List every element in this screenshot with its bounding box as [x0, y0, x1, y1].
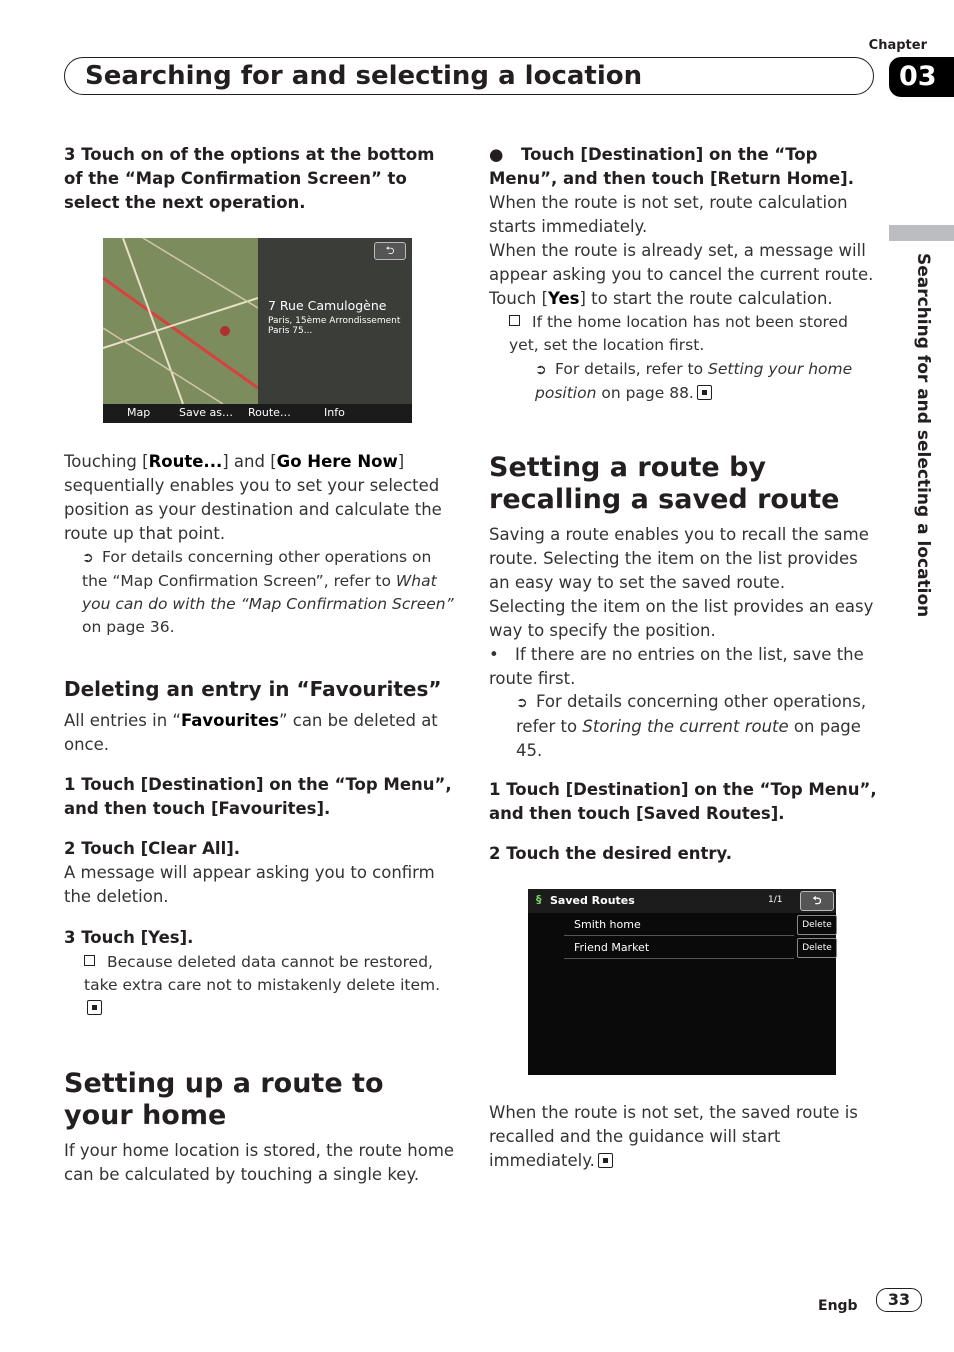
- back-icon[interactable]: ⮌: [800, 891, 834, 911]
- map-address: 7 Rue Camulogène: [268, 298, 387, 313]
- saved-route-row[interactable]: Friend Market: [564, 938, 794, 959]
- saved-route-final: When the route is not set, the saved route is recalled and the guidance will start immediately.: [489, 1103, 858, 1170]
- saved-step-1: 1 Touch [Destination] on the “Top Menu”, and then touch [Saved Routes].: [489, 780, 877, 823]
- delete-button[interactable]: Delete: [797, 938, 837, 958]
- home-route-heading: Setting up a route to your home: [64, 1068, 384, 1131]
- bullet-icon: •: [489, 645, 499, 664]
- saved-route-row[interactable]: Smith home: [564, 915, 794, 936]
- saved-routes-screenshot: [528, 889, 836, 1075]
- end-mark-icon: [598, 1153, 613, 1168]
- map-button[interactable]: Map: [127, 406, 151, 419]
- back-button[interactable]: ⮌: [374, 242, 406, 260]
- step-3-heading: 3 Touch on of the options at the bottom of the “Map Confirmation Screen” to select the next operation.: [64, 145, 435, 212]
- saved-routes-title: Saved Routes: [550, 894, 635, 907]
- route-button[interactable]: Route…: [248, 406, 291, 419]
- deleting-step-2: 2 Touch [Clear All].: [64, 839, 241, 858]
- saved-routes-header: [528, 889, 836, 913]
- home-route-body: If your home location is stored, the route home can be calculated by touching a single key.: [64, 1141, 455, 1184]
- save-as-button[interactable]: Save as…: [179, 406, 233, 419]
- reference-arrow-icon: ➲: [516, 695, 528, 711]
- note-checkbox-icon: [509, 315, 520, 326]
- reference-arrow-icon: ➲: [82, 550, 94, 566]
- home-not-stored-note: If the home location has not been stored yet, set the location first.: [509, 313, 848, 354]
- saved-route-body-2: Selecting the item on the list provides an easy way to specify the position.: [489, 597, 874, 640]
- touching-paragraph: Touching [Route...] and [Go Here Now] sequentially enables you to set your selected position as your destination and calculate the route up that point.: [64, 452, 442, 543]
- deleting-note: Because deleted data cannot be restored, take extra care not to mistakenly delete item.: [84, 951, 454, 1020]
- saved-route-bullet: • If there are no entries on the list, save the route first.: [489, 645, 864, 688]
- end-mark-icon: [697, 385, 712, 400]
- home-position-reference: ➲ For details, refer to Setting your home position on page 88.: [535, 360, 853, 402]
- map-address-sub: Paris, 15ème Arrondissement Paris 75...: [268, 316, 401, 336]
- saved-route-heading: Setting a route by recalling a saved route: [489, 452, 840, 515]
- info-button[interactable]: Info: [324, 406, 345, 419]
- footer-language: Engb: [818, 1298, 858, 1314]
- map-roads: [103, 238, 258, 404]
- map-button-bar: [103, 404, 412, 423]
- map-confirm-reference: ➲ For details concerning other operations on the “Map Confirmation Screen”, refer to What you can do with the “Map Confirmation Screen” on page 36.: [82, 548, 454, 636]
- saved-step-2: 2 Touch the desired entry.: [489, 844, 733, 863]
- return-home-step: ● Touch [Destination] on the “Top Menu”, and then touch [Return Home].: [489, 145, 854, 188]
- reference-arrow-icon: ➲: [535, 362, 547, 378]
- side-tab-title: Searching for and selecting a location: [913, 253, 933, 618]
- storing-route-reference: ➲ For details concerning other operations, refer to Storing the current route on page 45.: [516, 692, 867, 760]
- page-number: 33: [876, 1288, 922, 1312]
- side-tab-marker: [889, 225, 954, 241]
- deleting-heading: Deleting an entry in “Favourites”: [64, 677, 442, 701]
- deleting-step-1: 1 Touch [Destination] on the “Top Menu”, and then touch [Favourites].: [64, 775, 452, 818]
- note-checkbox-icon: [84, 955, 95, 966]
- deleting-intro: All entries in “Favourites” can be deleted at once.: [64, 711, 438, 754]
- page-title: Searching for and selecting a location: [64, 57, 874, 95]
- chapter-number: 03: [889, 57, 954, 97]
- bullet-icon: ●: [489, 145, 504, 164]
- return-home-body-2: When the route is already set, a message will appear asking you to cancel the current route. Touch [Yes] to start the route calculation.: [489, 241, 874, 308]
- page-indicator: 1/1: [768, 895, 783, 905]
- deleting-step-3: 3 Touch [Yes].: [64, 928, 194, 947]
- end-mark-icon: [87, 1000, 102, 1015]
- return-home-body-1: When the route is not set, route calculation starts immediately.: [489, 193, 848, 236]
- map-confirmation-screenshot: [103, 238, 412, 423]
- saved-route-body-1: Saving a route enables you to recall the same route. Selecting the item on the list provides an easy way to set the saved route.: [489, 525, 869, 592]
- map-area: [103, 238, 258, 404]
- delete-button[interactable]: Delete: [797, 915, 837, 935]
- deleting-step-2-body: A message will appear asking you to confirm the deletion.: [64, 863, 435, 906]
- chapter-label: Chapter: [868, 38, 927, 53]
- route-icon: §: [536, 893, 542, 906]
